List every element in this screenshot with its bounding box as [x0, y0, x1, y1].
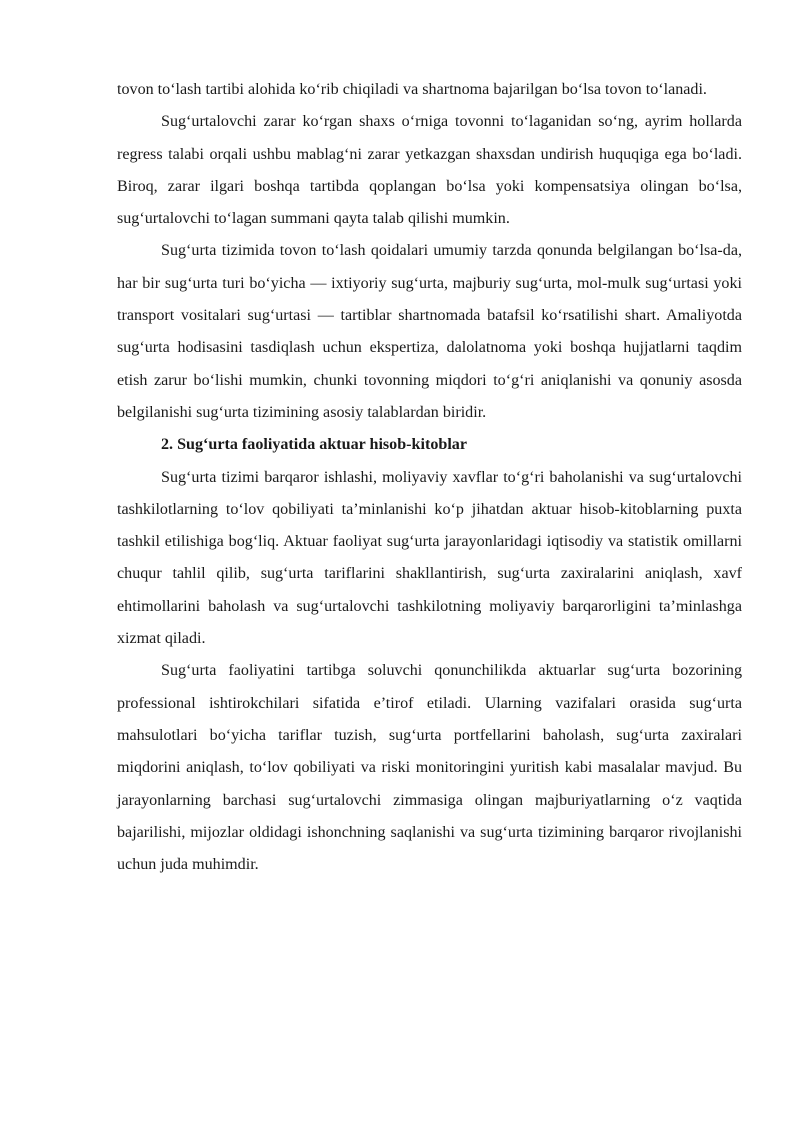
paragraph-regress: Sug‘urtalovchi zarar ko‘rgan shaxs o‘rniga tovonni to‘laganidan so‘ng, ayrim hollarda regress talabi orqali ushbu mablag‘ni zarar yetkazgan shaxsdan undirish huquqiga ega bo‘ladi. Biroq, zarar ilgari boshqa tartibda qoplangan bo‘lsa yoki kompensatsiya olingan bo‘lsa, sug‘urtalovchi to‘lagan summani qayta talab qilishi mumkin.: [117, 113, 742, 228]
paragraph-actuarial-duties: Sug‘urta faoliyatini tartibga soluvchi qonunchilikda aktuarlar sug‘urta bozorining professional ishtirokchilari sifatida e’tirof etiladi. Ularning vazifalari orasida sug‘urta mahsulotlari bo‘yicha tariflar tuzish, sug‘urta portfellarini baholash, sug‘urta zaxiralari miqdorini aniqlash, to‘lov qobiliyati va riski monitoringini yuritish kabi masalalar mavjud. Bu jarayonlarning barchasi sug‘urtalovchi zimmasiga olingan majburiyatlarning o‘z vaqtida bajarilishi, mijozlar oldidagi ishonchning saqlanishi va sug‘urta tizimining barqaror rivojlanishi uchun juda muhimdir.: [117, 662, 742, 874]
section-heading: 2. Sug‘urta faoliyatida aktuar hisob-kitoblar: [161, 436, 467, 454]
document-body: [117, 74, 742, 881]
paragraph-actuarial-intro: Sug‘urta tizimi barqaror ishlashi, moliyaviy xavflar to‘g‘ri baholanishi va sug‘urtalovchi tashkilotlarning to‘lov qobiliyati ta’minlanishi ko‘p jihatdan aktuar hisob-kitoblarning puxta tashkil etilishiga bog‘liq. Aktuar faoliyat sug‘urta jarayonlaridagi iqtisodiy va statistik omillarni chuqur tahlil qilib, sug‘urta tariflarini shakllantirish, sug‘urta zaxiralarini aniqlash, xavf ehtimollarini baholash va sug‘urtalovchi tashkilotning moliyaviy barqarorligini ta’minlashga xizmat qiladi.: [117, 468, 742, 648]
paragraph-compensation-rules: Sug‘urta tizimida tovon to‘lash qoidalari umumiy tarzda qonunda belgilangan bo‘lsa-da, har bir sug‘urta turi bo‘yicha — ixtiyoriy sug‘urta, majburiy sug‘urta, mol-mulk sug‘urtasi yoki transport vositalari sug‘urtasi — tartiblar shartnomada batafsil ko‘rsatilishi shart. Amaliyotda sug‘urta hodisasini tasdiqlash uchun ekspertiza, dalolatnoma yoki boshqa hujjatlarni taqdim etish zarur bo‘lishi mumkin, chunki tovonning miqdori to‘g‘ri aniqlanishi va qonuniy asosda belgilanishi sug‘urta tizimining asosiy talablardan biridir.: [117, 242, 742, 421]
paragraph-continuation: tovon to‘lash tartibi alohida ko‘rib chiqiladi va shartnoma bajarilgan bo‘lsa tovon to‘lanadi.: [117, 81, 707, 98]
